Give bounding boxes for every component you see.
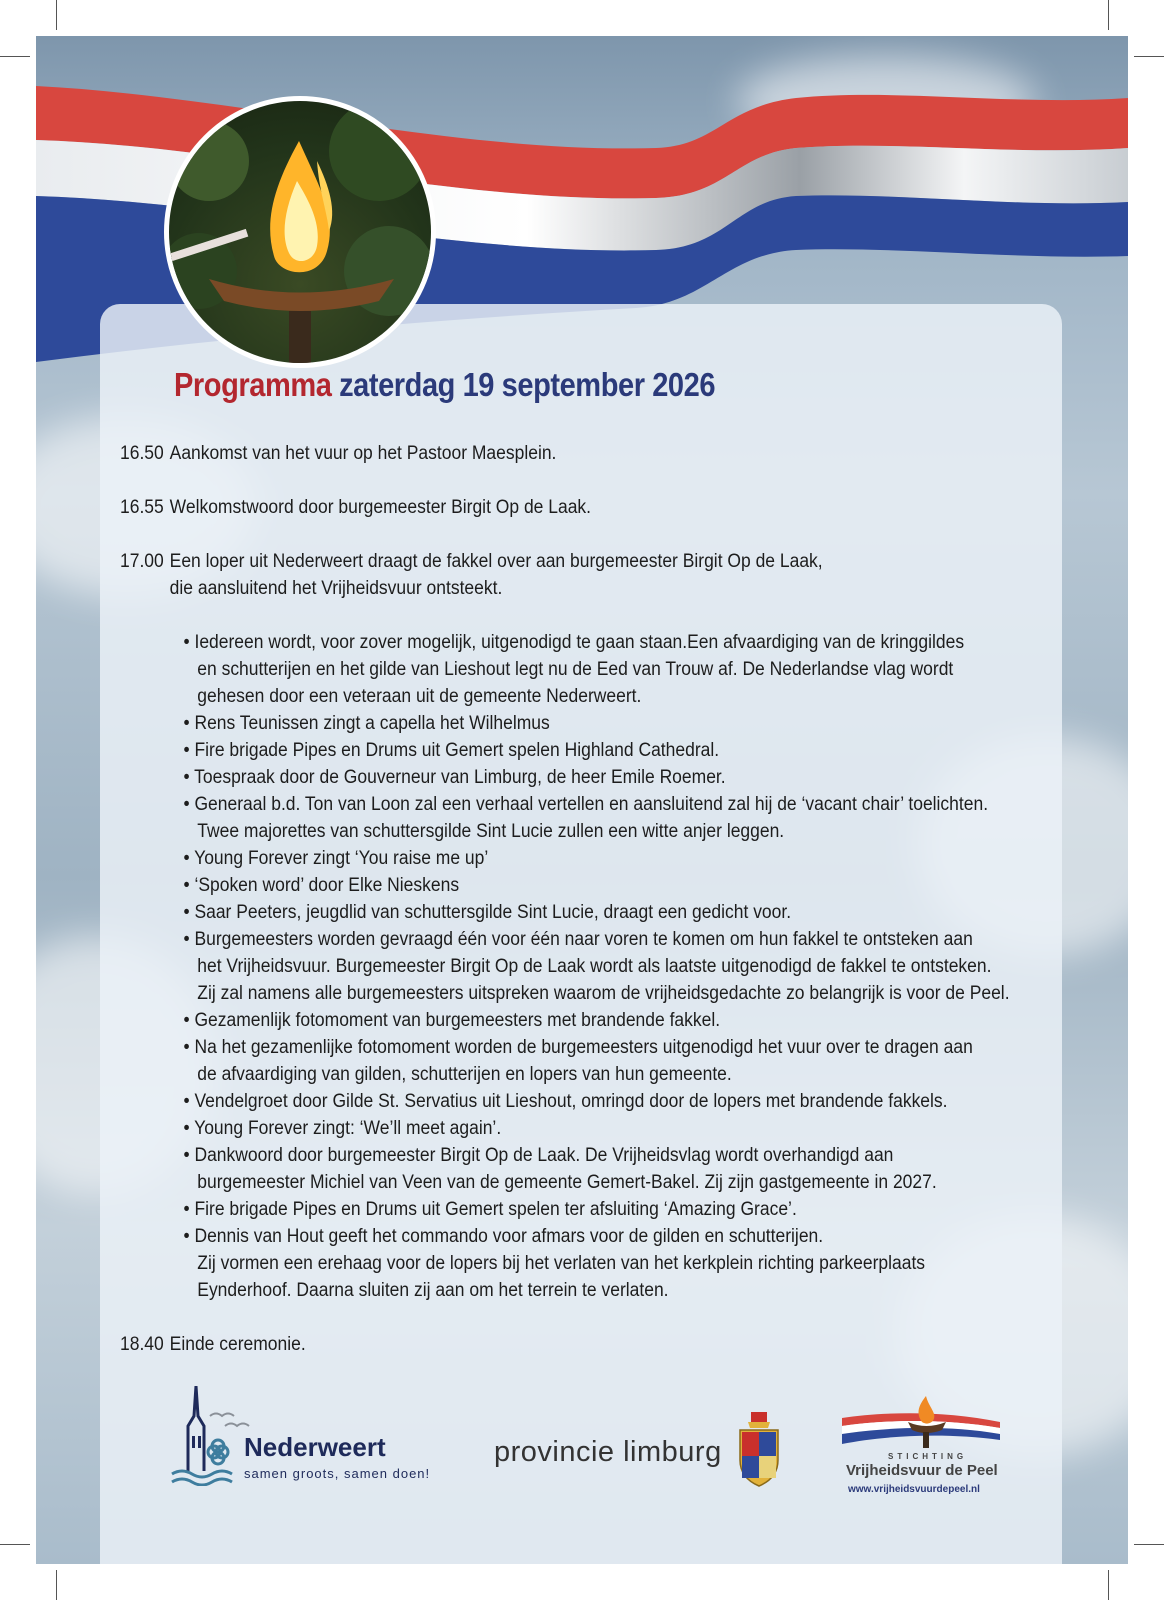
ceremony-bullet-item	[120, 737, 985, 764]
schedule-item	[120, 1331, 985, 1358]
schedule-item	[120, 548, 985, 602]
schedule-text: Einde ceremonie.	[169, 1334, 306, 1355]
crop-mark	[1134, 1544, 1164, 1545]
title-date: zaterdag 19 september 2026	[339, 366, 716, 403]
schedule-text: Een loper uit Nederweert draagt de fakkel over aan burgemeester Birgit Op de Laak,	[169, 551, 823, 572]
ceremony-bullet-item	[120, 899, 985, 926]
schedule-time: 17.00	[120, 551, 164, 572]
page-title	[174, 366, 715, 404]
crop-mark	[1134, 56, 1164, 57]
bullet-text-line: en schutterijen en het gilde van Lieshout legt nu de Eed van Trouw af. De Nederlandse vlag wordt	[197, 659, 954, 680]
bullet-text-line: • Young Forever zingt ‘You raise me up’	[183, 848, 489, 869]
vrijheidsvuur-url: www.vrijheidsvuurdepeel.nl	[848, 1484, 980, 1495]
ceremony-bullet-item	[120, 926, 1010, 1007]
bullet-text-line: • Dankwoord door burgemeester Birgit Op de Laak. De Vrijheidsvlag wordt overhandigd aan	[183, 1145, 894, 1166]
schedule-text: Welkomstwoord door burgemeester Birgit Op de Laak.	[169, 497, 592, 518]
nederweert-tagline: samen groots, samen doen!	[244, 1466, 431, 1481]
flyer-sheet	[36, 36, 1128, 1564]
nederweert-name: Nederweert	[244, 1432, 386, 1462]
ceremony-bullet-item	[120, 791, 989, 845]
bullet-text-line: Zij zal namens alle burgemeesters uitspreken waarom de vrijheidsgedachte zo belangrijk is voor de Peel.	[197, 983, 1010, 1004]
torch-fire-photo	[164, 96, 436, 368]
schedule-text: die aansluitend het Vrijheidsvuur ontsteekt.	[169, 578, 503, 599]
schedule-item	[120, 440, 985, 467]
schedule-item	[120, 494, 985, 521]
title-programma: Programma	[174, 366, 332, 403]
limburg-name: provincie limburg	[494, 1436, 722, 1468]
ceremony-bullet-item	[120, 764, 985, 791]
bullet-text-line: de afvaardiging van gilden, schutterijen en lopers van hun gemeente.	[197, 1064, 732, 1085]
ceremony-bullet-list	[120, 629, 1060, 1304]
ceremony-bullet-item	[120, 845, 985, 872]
bullet-text-line: • Fire brigade Pipes en Drums uit Gemert spelen ter afsluiting ‘Amazing Grace’.	[183, 1199, 797, 1220]
bullet-text-line: • ‘Spoken word’ door Elke Nieskens	[183, 875, 460, 896]
bullet-text-line: • Young Forever zingt: ‘We’ll meet again’.	[183, 1118, 502, 1139]
bullet-text-line: • Fire brigade Pipes en Drums uit Gemert spelen Highland Cathedral.	[183, 740, 720, 761]
bullet-text-line: • Toespraak door de Gouverneur van Limburg, de heer Emile Roemer.	[183, 767, 726, 788]
ceremony-bullet-item	[120, 1088, 985, 1115]
bullet-text-line: • Burgemeesters worden gevraagd één voor één naar voren te komen om hun fakkel te ontsteken aan	[183, 929, 973, 950]
schedule-time: 16.55	[120, 497, 164, 518]
ceremony-bullet-item	[120, 1034, 985, 1088]
bullet-text-line: • Generaal b.d. Ton van Loon zal een verhaal vertellen en aansluitend zal hij de ‘vacant chair’ toelichten.	[183, 794, 989, 815]
crop-mark	[0, 1544, 30, 1545]
limburg-coat-of-arms	[736, 1412, 782, 1488]
bullet-text-line: • Gezamenlijk fotomoment van burgemeesters met brandende fakkel.	[183, 1010, 721, 1031]
bullet-text-line: burgemeester Michiel van Veen van de gemeente Gemert-Bakel. Zij zijn gastgemeente in 2027.	[197, 1172, 937, 1193]
crop-mark	[1108, 1570, 1109, 1600]
crop-mark	[0, 56, 30, 57]
bullet-text-line: • Vendelgroet door Gilde St. Servatius uit Lieshout, omringd door de lopers met brandende fakkels.	[183, 1091, 948, 1112]
schedule-text: Aankomst van het vuur op het Pastoor Maesplein.	[169, 443, 557, 464]
ceremony-bullet-item	[120, 1115, 985, 1142]
bullet-text-line: Twee majorettes van schuttersgilde Sint Lucie zullen een witte anjer leggen.	[197, 821, 785, 842]
ceremony-bullet-item	[120, 1223, 985, 1304]
vrijheidsvuur-flag-torch-logo	[842, 1392, 1002, 1452]
bullet-text-line: • Rens Teunissen zingt a capella het Wilhelmus	[183, 713, 550, 734]
ceremony-bullet-item	[120, 1007, 985, 1034]
ceremony-bullet-item	[120, 872, 985, 899]
bullet-text-line: • Iedereen wordt, voor zover mogelijk, uitgenodigd te gaan staan.Een afvaardiging van de kringgildes	[183, 632, 965, 653]
schedule-time: 18.40	[120, 1334, 164, 1355]
bullet-text-line: Zij vormen een erehaag voor de lopers bij het verlaten van het kerkplein richting parkeerplaats	[197, 1253, 926, 1274]
ceremony-bullet-item	[120, 1142, 985, 1196]
ceremony-bullet-item	[120, 710, 985, 737]
crop-mark	[1108, 0, 1109, 30]
crop-mark	[56, 0, 57, 30]
bullet-text-line: gehesen door een veteraan uit de gemeente Nederweert.	[197, 686, 642, 707]
program-list	[120, 440, 1060, 1358]
ceremony-bullet-item	[120, 629, 985, 710]
vrijheidsvuur-stichting: STICHTING	[888, 1452, 968, 1461]
bullet-text-line: • Dennis van Hout geeft het commando voor afmars voor de gilden en schutterijen.	[183, 1226, 824, 1247]
bullet-text-line: het Vrijheidsvuur. Burgemeester Birgit Op de Laak wordt als laatste uitgenodigd de fakkel te ontsteken.	[197, 956, 992, 977]
bullet-text-line: Eynderhoof. Daarna sluiten zij aan om het terrein te verlaten.	[197, 1280, 669, 1301]
sponsor-logos	[36, 1386, 1128, 1526]
vrijheidsvuur-name: Vrijheidsvuur de Peel	[846, 1462, 998, 1479]
bullet-text-line: • Na het gezamenlijke fotomoment worden de burgemeesters uitgenodigd het vuur over te dragen aan	[183, 1037, 973, 1058]
bullet-text-line: • Saar Peeters, jeugdlid van schuttersgilde Sint Lucie, draagt een gedicht voor.	[183, 902, 792, 923]
crop-mark	[56, 1570, 57, 1600]
ceremony-bullet-item	[120, 1196, 985, 1223]
schedule-time: 16.50	[120, 443, 164, 464]
